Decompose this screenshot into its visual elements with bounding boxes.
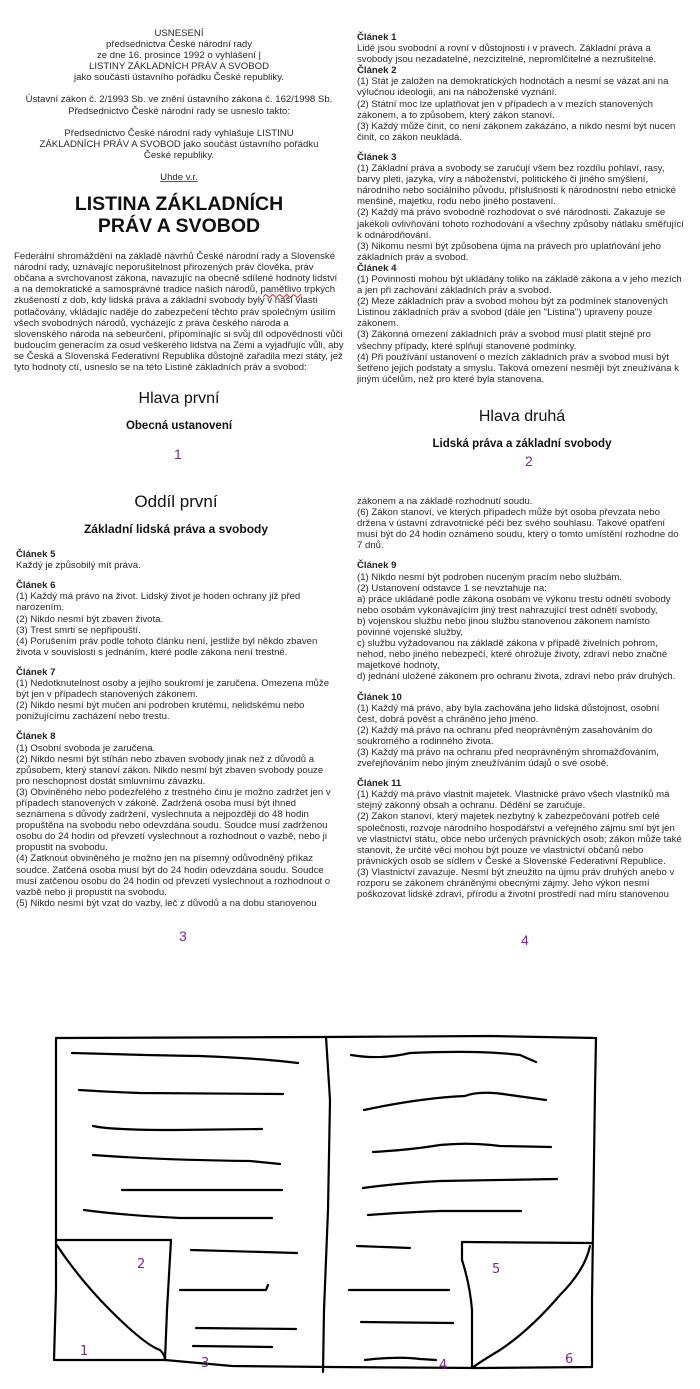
article-text: (1) Povinnosti mohou být ukládány toliko na základě zákona a v jeho mezích a jen při zachování základních práv a svobod. (2) Meze základních práv a svobod mohou být za podmínek stanovených Listinou základních práv a svobod (dále jen "Listina") upraveny pouze zákonem. (3) Zákonná omezení základních práv a svobod musí platit stejně pro všechny případy, které splňují stanovené podmínky. (4) Při používání ustanovení o mezích základních práv a svobod musí být šetřeno jejich podstaty a smyslu. Taková omezení nesmějí být zneužívána k jiným účelům, než pro které byla stanovena. (357, 273, 682, 385)
article-heading: Článek 10 (357, 691, 402, 703)
article-text: (1) Nikdo nesmí být podroben nuceným pracím nebo službám. (2) Ustanovení odstavce 1 se nevztahuje na: a) práce ukládané podle zákona osobám ve výkonu trestu odnětí svobody nebo osobám vykonávajícím jiný trest nahrazující trest odnětí svobody, b) vojenskou službu nebo jinou službu stanovenou zákonem namísto povinné vojenské služby, c) službu vyžadovanou na základě zákona v případě živelních pohrom, nehod, nebo jiného nebezpečí, které ohrožuje životy, zdraví nebo značné majetkové hodnoty, d) jednání uložené zákonem pro ochranu života, zdraví nebo práv druhých. (357, 571, 676, 683)
preamble (14, 251, 344, 373)
law-reference: Ústavní zákon č. 2/1993 Sb. ve znění ústavního zákona č. 162/1998 Sb. (25, 94, 333, 106)
article-heading: Článek 3 (357, 151, 397, 163)
article-heading: Článek 4 (357, 262, 397, 274)
article-text: (1) Každý má právo vlastnit majetek. Vlastnické právo všech vlastníků má stejný zákonný obsah a ochranu. Dědění se zaručuje. (2) Zákon stanoví, který majetek nezbytný k zabezpečování potřeb celé společnosti, rozvoje národního hospodářství a veřejného zájmu smí být jen ve vlastnictví státu, obce nebo určených právnických osob; zákon může také stanovit, že určité věci mohou být pouze ve vlastnictví občanů nebo právnických osob se sídlem v České a Slovenské Federativní Republice. (3) Vlastnictví zavazuje. Nesmí být zneužito na újmu práv druhých anebo v rozporu se zákonem chráněnými obecnými zájmy. Jeho výkon nesmí poškozovat lidské zdraví, přírodu a životní prostředí nad míru stanovenou (357, 789, 682, 901)
sketch-text-line (361, 1322, 453, 1323)
chapter-heading: Hlava druhá (478, 407, 566, 425)
sketch-text-line (365, 1358, 436, 1360)
layout-sketch (0, 1010, 700, 1389)
sketch-label-1: 1 (80, 1344, 89, 1359)
misspelled-word: pamětlivo (260, 284, 302, 296)
sketch-text-line (368, 1211, 521, 1215)
article (16, 580, 336, 658)
sketch-text-line (364, 1093, 546, 1110)
article (16, 667, 336, 722)
article (357, 778, 682, 900)
page-number: 2 (525, 453, 533, 469)
article (16, 731, 336, 909)
article (357, 32, 687, 65)
article-heading: Článek 9 (357, 560, 397, 572)
sketch-text-line (363, 1179, 557, 1188)
section-subheading: Základní lidská práva a svobody (83, 522, 269, 536)
resolution-header (14, 28, 344, 183)
preamble-text: Federální shromáždění na základě návrhů České národní rady a Slovenské národní rady, uznávajíc neporušitelnost přirozených práv člověka, práv občana a svrchovanost zákona, navazujíc na obecně sdílené hodnoty lidství a na demokratické a samosprávné tradice našich národů, (14, 251, 338, 296)
sketch-text-line (84, 1210, 272, 1218)
article-heading: Článek 6 (16, 580, 56, 592)
sketch-text-line (79, 1090, 283, 1094)
page-2 (357, 32, 687, 450)
sketch-text-line (373, 1144, 551, 1152)
sketch-corner-box-left (56, 1240, 171, 1360)
proclamation: Předsednictvo České národní rady vyhlašuje LISTINU ZÁKLADNÍCH PRÁV A SVOBOD jako součást ústavního pořádku České republiky. (39, 127, 319, 161)
article (16, 549, 336, 571)
sketch-label-2: 2 (137, 1257, 146, 1272)
article (357, 692, 682, 770)
chapter-subheading: Lidská práva a základní svobody (432, 437, 612, 450)
sketch-label-3: 3 (201, 1356, 210, 1371)
article-heading: Článek 5 (16, 549, 56, 561)
chapter-subheading: Obecná ustanovení (125, 420, 233, 433)
sketch-fold-line-right (472, 1246, 590, 1368)
article-continuation: zákonem a na základě rozhodnutí soudu. (6) Zákon stanoví, ve kterých případech může být osoba převzata nebo držena v ústavní zdravotnické péči bez svého souhlasu. Takové opatření musí být do 24 hodin oznámeno soudu, který o tomto umístění rozhodne do 7 dnů. (357, 496, 679, 552)
document-title: LISTINA ZÁKLADNÍCH PRÁV A SVOBOD (74, 193, 284, 238)
article (357, 263, 687, 385)
resolution-line: ze dne 16. prosince 1992 o vyhlášení | (96, 50, 262, 62)
article (357, 65, 687, 143)
sketch-outer-frame (54, 1036, 596, 1368)
sketch-text-line (93, 1155, 280, 1164)
article (357, 152, 687, 263)
sketch-text-line (193, 1346, 272, 1347)
article-heading: Článek 1 (357, 32, 397, 43)
sketch-label-6: 6 (565, 1352, 574, 1367)
section-heading: Oddíl první (134, 492, 218, 511)
page-1 (14, 28, 344, 432)
sketch-label-4: 4 (439, 1358, 448, 1373)
sketch-text-line (196, 1328, 296, 1329)
sketch-fold-line-left (56, 1244, 165, 1360)
preamble-text: trpkých zkušeností z dob, kdy lidská práva a základní svobody byly v naší vlasti potlačovány, vkládajíc naděje do zabezpečení těchto práv společným úsilím všech svobodných národů, vycházejíc z práva českého národa a slovenského národa na sebeurčení, připomínajíc si svůj díl odpovědnosti vůči budoucím generacím za osud veškerého lidstva na Zemi a vyjadřujíc vůli, aby se Česká a Slovenská Federativní Republika důstojně zařadila mezi státy, jež tyto hodnoty ctí, usneslo se na této Listině základních práv a svobod: (14, 284, 344, 373)
sketch-label-5: 5 (492, 1262, 501, 1277)
sketch-text-line (191, 1250, 297, 1253)
article-heading: Článek 2 (357, 65, 397, 77)
page-number: 3 (179, 928, 187, 944)
resolution-line: LISTINY ZÁKLADNÍCH PRÁV A SVOBOD (88, 61, 270, 73)
article (357, 560, 682, 682)
sketch-text-line (357, 1246, 410, 1248)
article-heading: Článek 11 (357, 778, 402, 790)
sketch-text-line (72, 1053, 298, 1063)
article-text: (1) Základní práva a svobody se zaručují všem bez rozdílu pohlaví, rasy, barvy pleti, jazyka, víry a náboženství, politického či jiného smýšlení, národního nebo sociálního původu, příslušnosti k národnostní nebo etnické menšině, majetku, rodu nebo jiného postavení. (2) Každý má právo svobodně rozhodovat o své národnosti. Zakazuje se jakékoli ovlivňování tohoto rozhodování a všechny způsoby nátlaku směřující k odnárodňování. (3) Nikomu nesmí být způsobena újma na právech pro uplatňování jeho základních práv a svobod. (357, 163, 684, 263)
resolution-heading: USNESENÍ (154, 28, 204, 39)
sketch-text-line (351, 1052, 536, 1062)
sketch-corner-edge-right (462, 1242, 472, 1368)
chapter-heading: Hlava první (138, 390, 220, 408)
page-number: 4 (521, 932, 529, 948)
page-3 (16, 492, 336, 909)
sketch-corner-box-right (462, 1242, 592, 1243)
resolution-line: předsednictva České národní rady (105, 39, 253, 51)
article-text: Každý je způsobilý mít práva. (16, 560, 141, 572)
signature: Uhde v.r. (160, 171, 198, 183)
article-text: (1) Osobní svoboda je zaručena. (2) Nikdo nesmí být stíhán nebo zbaven svobody jinak než z důvodů a způsobem, který stanoví zákon. Nikdo nesmí být zbaven svobody pouze pro neschopnost dostát smluvnímu závazku. (3) Obviněného nebo podezřelého z trestného činu je možno zadržet jen v případech stanovených v zákoně. Zadržená osoba musí být ihned seznámena s důvody zadržení, vyslechnuta a nejpozději do 48 hodin propuštěna na svobodu nebo odevzdána soudu. Soudce musí zadrženou osobu do 24 hodin od převzetí vyslechnout a rozhodnout o vazbě, nebo ji propustit na svobodu. (4) Zatknout obviněného je možno jen na písemný odůvodněný příkaz soudce. Zatčená osoba musí být do 24 hodin odevzdána soudu. Soudce musí zatčenou osobu do 24 hodin od převzetí vyslechnout a rozhodnout o vazbě nebo ji propustit na svobodu. (5) Nikdo nesmí být vzat do vazby, leč z důvodů a na dobu stanovenou (16, 742, 331, 909)
article-text: (1) Každý má právo, aby byla zachována jeho lidská důstojnost, osobní čest, dobrá pověst a chráněno jeho jméno. (2) Každý má právo na ochranu před neoprávněným zasahováním do soukromého a rodinného života. (3) Každý má právo na ochranu před neoprávněným shromažďováním, zveřejňováním nebo jiným zneužíváním údajů o své osobě. (357, 702, 660, 770)
resolved-statement: Předsednictvo České národní rady se usneslo takto: (68, 105, 290, 117)
article-text: Lidé jsou svobodní a rovní v důstojnosti i v právech. Základní práva a svobody jsou nezadatelné, nezcizitelné, nepromlčitelné a nezrušitelné. (357, 43, 657, 66)
article-text: (1) Nedotknutelnost osoby a jejího soukromí je zaručena. Omezena může být jen v případech stanovených zákonem. (2) Nikdo nesmí být mučen ani podroben krutému, nelidskému nebo ponižujícímu zacházení nebo trestu. (16, 678, 330, 723)
resolution-line: jako součásti ústavního pořádku České republiky. (74, 72, 284, 84)
sketch-text-line (93, 1126, 262, 1130)
article-text: (1) Stát je založen na demokratických hodnotách a nesmí se vázat ani na výlučnou ideologii, ani na náboženské vyznání. (2) Státní moc lze uplatňovat jen v případech a v mezích stanovených zákonem, a to způsobem, který zákon stanoví. (3) Každý může činit, co není zákonem zakázáno, a nikdo nesmí být nucen činit, co zákon neukládá. (357, 76, 676, 143)
article-heading: Článek 7 (16, 666, 56, 678)
sketch-spine (323, 1037, 330, 1372)
sketch-text-line (180, 1285, 268, 1290)
page-number: 1 (174, 446, 182, 462)
article-text: (1) Každý má právo na život. Lidský život je hoden ochrany již před narozením. (2) Nikdo nesmí být zbaven života. (3) Trest smrti se nepřipouští. (4) Porušením práv podle tohoto článku není, jestliže byl někdo zbaven života v souvislosti s jednáním, které podle zákona není trestné. (16, 591, 318, 658)
article-heading: Článek 8 (16, 731, 56, 743)
page-4 (357, 496, 682, 900)
